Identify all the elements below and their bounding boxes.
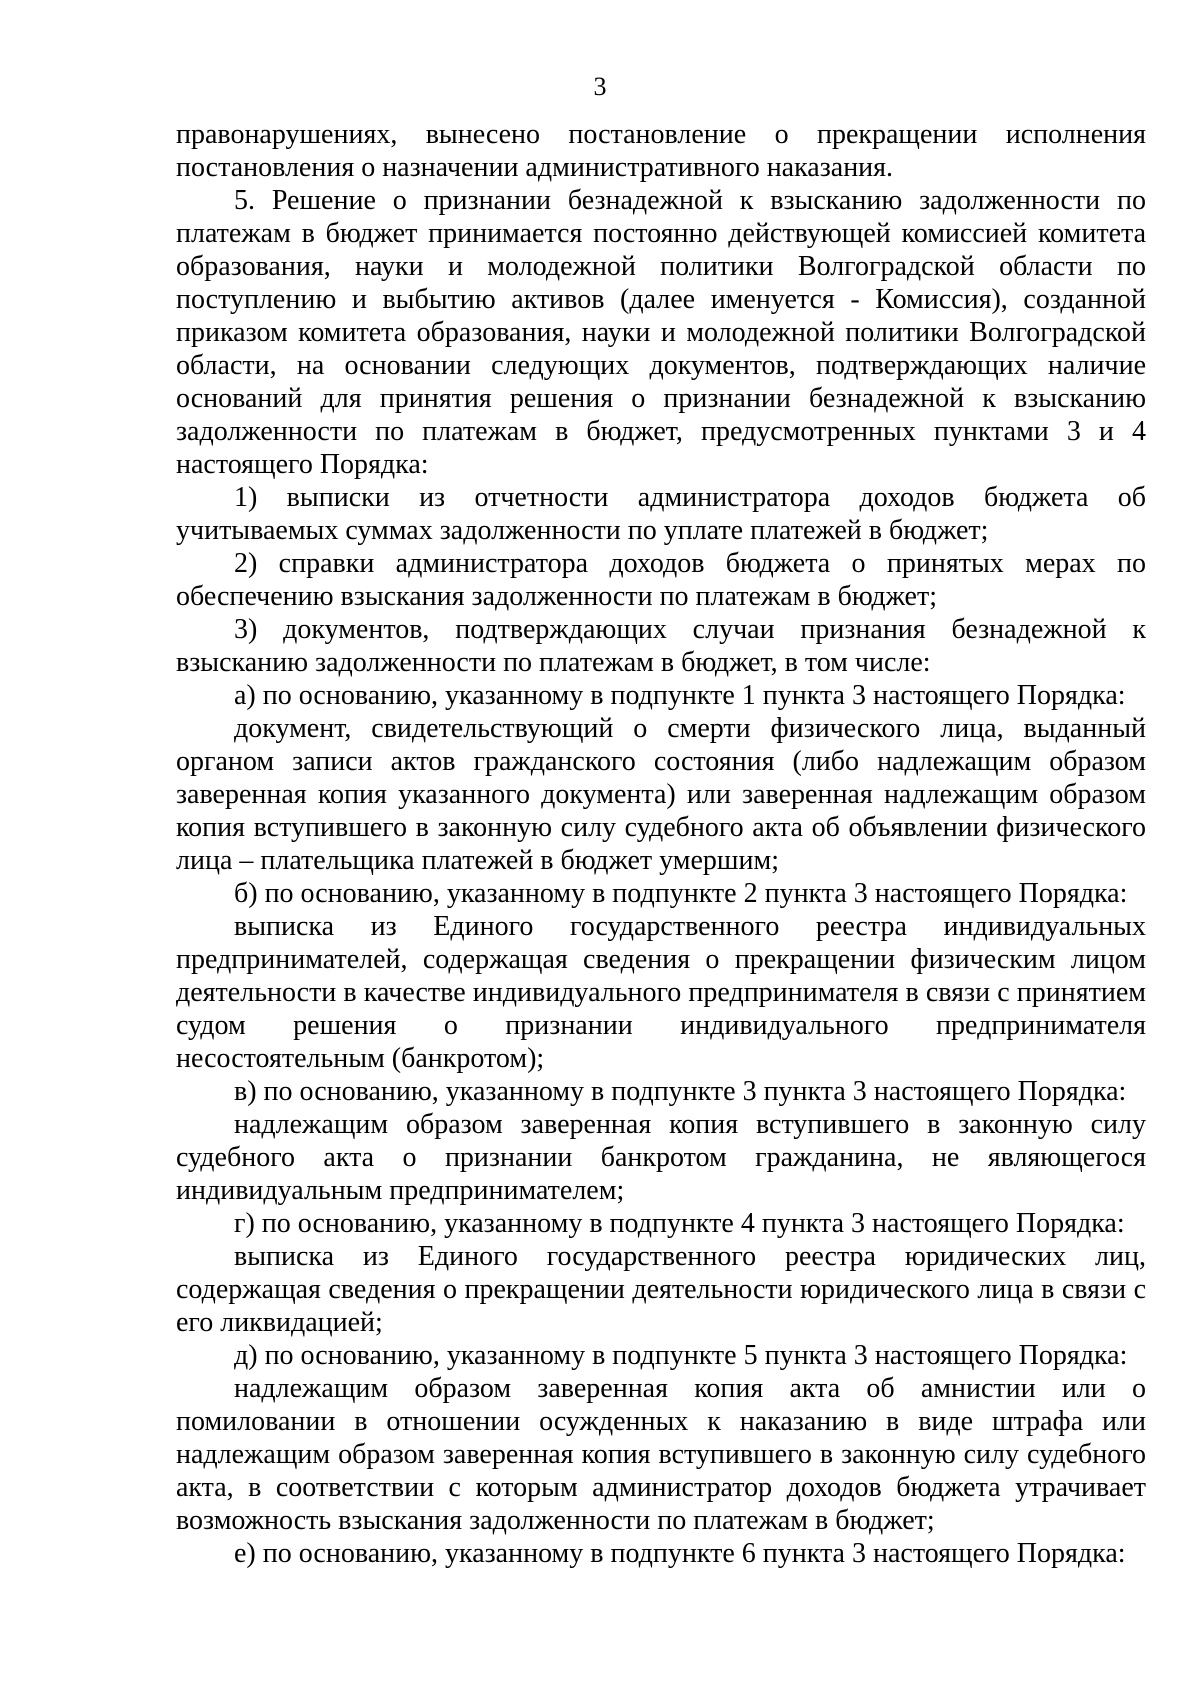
paragraph-basis-a-document: документ, свидетельствующий о смерти физического лица, выданный органом записи актов гражданского состояния (либо надлежащим образом заверенная копия указанного документа) или заверенная надлежащим образом копия вступившего в законную силу судебного акта об объявлении физического лица – плательщика платежей в бюджет умершим; <box>176 713 1146 876</box>
paragraph-subitem-1: 1) выписки из отчетности администратора доходов бюджета об учитываемых суммах задолженности по уплате платежей в бюджет; <box>176 482 1146 546</box>
paragraph-basis-g: г) по основанию, указанному в подпункте 4 пункта 3 настоящего Порядка: <box>234 1208 1125 1239</box>
paragraph-basis-b: б) по основанию, указанному в подпункте 2 пункта 3 настоящего Порядка: <box>234 878 1128 909</box>
document-body <box>176 118 1146 1570</box>
paragraph-subitem-3: 3) документов, подтверждающих случаи признания безнадежной к взысканию задолженности по платежам в бюджет, в том числе: <box>176 614 1146 678</box>
page-number: 3 <box>593 72 607 101</box>
paragraph-basis-g-document: выписка из Единого государственного реестра юридических лиц, содержащая сведения о прекращении деятельности юридического лица в связи с его ликвидацией; <box>176 1241 1146 1338</box>
paragraph-basis-d-document: надлежащим образом заверенная копия акта об амнистии или о помиловании в отношении осужденных к наказанию в виде штрафа или надлежащим образом заверенная копия вступившего в законную силу судебного акта, в соответствии с которым администратор доходов бюджета утрачивает возможность взыскания задолженности по платежам в бюджет; <box>176 1373 1146 1536</box>
paragraph-basis-b-document: выписка из Единого государственного реестра индивидуальных предпринимателей, содержащая сведения о прекращении физическим лицом деятельности в качестве индивидуального предпринимателя в связи с принятием судом решения о признании индивидуального предпринимателя несостоятельным (банкротом); <box>176 911 1146 1074</box>
paragraph-subitem-2: 2) справки администратора доходов бюджета о принятых мерах по обеспечению взыскания задолженности по платежам в бюджет; <box>176 548 1146 612</box>
paragraph-basis-e: е) по основанию, указанному в подпункте 6 пункта 3 настоящего Порядка: <box>234 1538 1126 1569</box>
paragraph-continuation: правонарушениях, вынесено постановление о прекращении исполнения постановления о назначении административного наказания. <box>176 119 1146 183</box>
paragraph-basis-a: а) по основанию, указанному в подпункте 1 пункта 3 настоящего Порядка: <box>234 680 1126 711</box>
paragraph-basis-v: в) по основанию, указанному в подпункте 3 пункта 3 настоящего Порядка: <box>234 1076 1127 1107</box>
paragraph-item-5: 5. Решение о признании безнадежной к взысканию задолженности по платежам в бюджет принимается постоянно действующей комиссией комитета образования, науки и молодежной политики Волгоградской области по поступлению и выбытию активов (далее именуется - Комиссия), созданной приказом комитета образования, науки и молодежной политики Волгоградской области, на основании следующих документов, подтверждающих наличие оснований для принятия решения о признании безнадежной к взысканию задолженности по платежам в бюджет, предусмотренных пунктами 3 и 4 настоящего Порядка: <box>176 185 1146 480</box>
paragraph-basis-d: д) по основанию, указанному в подпункте 5 пункта 3 настоящего Порядка: <box>234 1340 1128 1371</box>
paragraph-basis-v-document: надлежащим образом заверенная копия вступившего в законную силу судебного акта о признании банкротом гражданина, не являющегося индивидуальным предпринимателем; <box>176 1109 1146 1206</box>
